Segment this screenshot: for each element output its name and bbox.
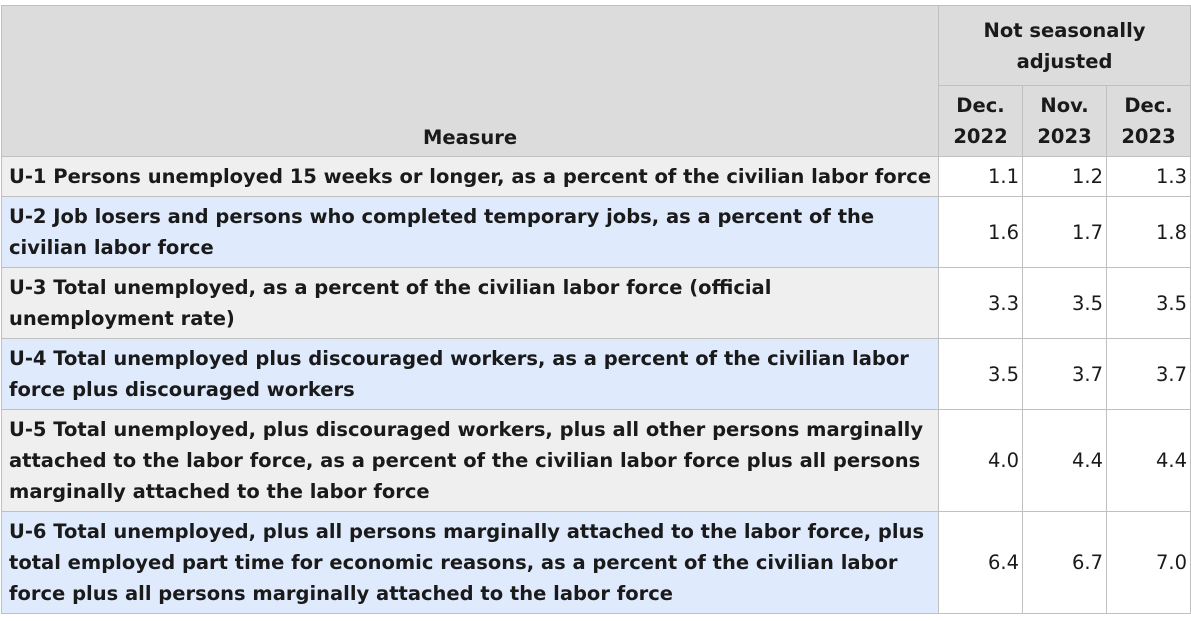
value-nov-2023: 1.2: [1023, 157, 1107, 197]
measure-description: U-4 Total unemployed plus discouraged workers, as a percent of the civilian labor force plus discouraged workers: [2, 339, 939, 410]
period-month: Dec.: [956, 94, 1005, 117]
value-dec-2023: 3.7: [1107, 339, 1191, 410]
measure-description: U-5 Total unemployed, plus discouraged workers, plus all other persons marginally attached to the labor force, as a percent of the civilian labor force plus all persons marginally attached to the labor force: [2, 410, 939, 512]
value-nov-2023: 6.7: [1023, 512, 1107, 614]
measure-description: U-3 Total unemployed, as a percent of the civilian labor force (official unemployment rate): [2, 268, 939, 339]
header-row-group: [2, 6, 1191, 86]
value-nov-2023: 1.7: [1023, 197, 1107, 268]
table-row-u4: [2, 339, 1191, 410]
value-nov-2023: 3.5: [1023, 268, 1107, 339]
value-dec-2023: 1.8: [1107, 197, 1191, 268]
table-row-u3: [2, 268, 1191, 339]
value-dec-2023: 1.3: [1107, 157, 1191, 197]
period-header-nov-2023: [1023, 86, 1107, 157]
table-container: [1, 5, 1191, 614]
not-seasonally-adjusted-header: Not seasonally adjusted: [939, 6, 1191, 86]
period-month: Dec.: [1124, 94, 1173, 117]
period-year: 2022: [953, 125, 1008, 148]
table-row-u5: [2, 410, 1191, 512]
period-year: 2023: [1121, 125, 1176, 148]
value-dec-2022: 3.3: [939, 268, 1023, 339]
value-dec-2023: 4.4: [1107, 410, 1191, 512]
table-row-u6: [2, 512, 1191, 614]
value-nov-2023: 3.7: [1023, 339, 1107, 410]
value-dec-2022: 1.1: [939, 157, 1023, 197]
period-month: Nov.: [1040, 94, 1089, 117]
table-row-u1: [2, 157, 1191, 197]
period-header-dec-2023: [1107, 86, 1191, 157]
value-dec-2022: 6.4: [939, 512, 1023, 614]
unemployment-measures-table: [1, 5, 1191, 614]
value-dec-2023: 3.5: [1107, 268, 1191, 339]
measure-description: U-6 Total unemployed, plus all persons marginally attached to the labor force, plus total employed part time for economic reasons, as a percent of the civilian labor force plus all persons marginally attached to the labor force: [2, 512, 939, 614]
measure-description: U-2 Job losers and persons who completed temporary jobs, as a percent of the civilian labor force: [2, 197, 939, 268]
value-dec-2022: 4.0: [939, 410, 1023, 512]
period-header-dec-2022: [939, 86, 1023, 157]
measure-column-header: Measure: [2, 6, 939, 157]
value-dec-2022: 1.6: [939, 197, 1023, 268]
value-nov-2023: 4.4: [1023, 410, 1107, 512]
period-year: 2023: [1037, 125, 1092, 148]
value-dec-2023: 7.0: [1107, 512, 1191, 614]
value-dec-2022: 3.5: [939, 339, 1023, 410]
measure-description: U-1 Persons unemployed 15 weeks or longer, as a percent of the civilian labor force: [2, 157, 939, 197]
table-row-u2: [2, 197, 1191, 268]
